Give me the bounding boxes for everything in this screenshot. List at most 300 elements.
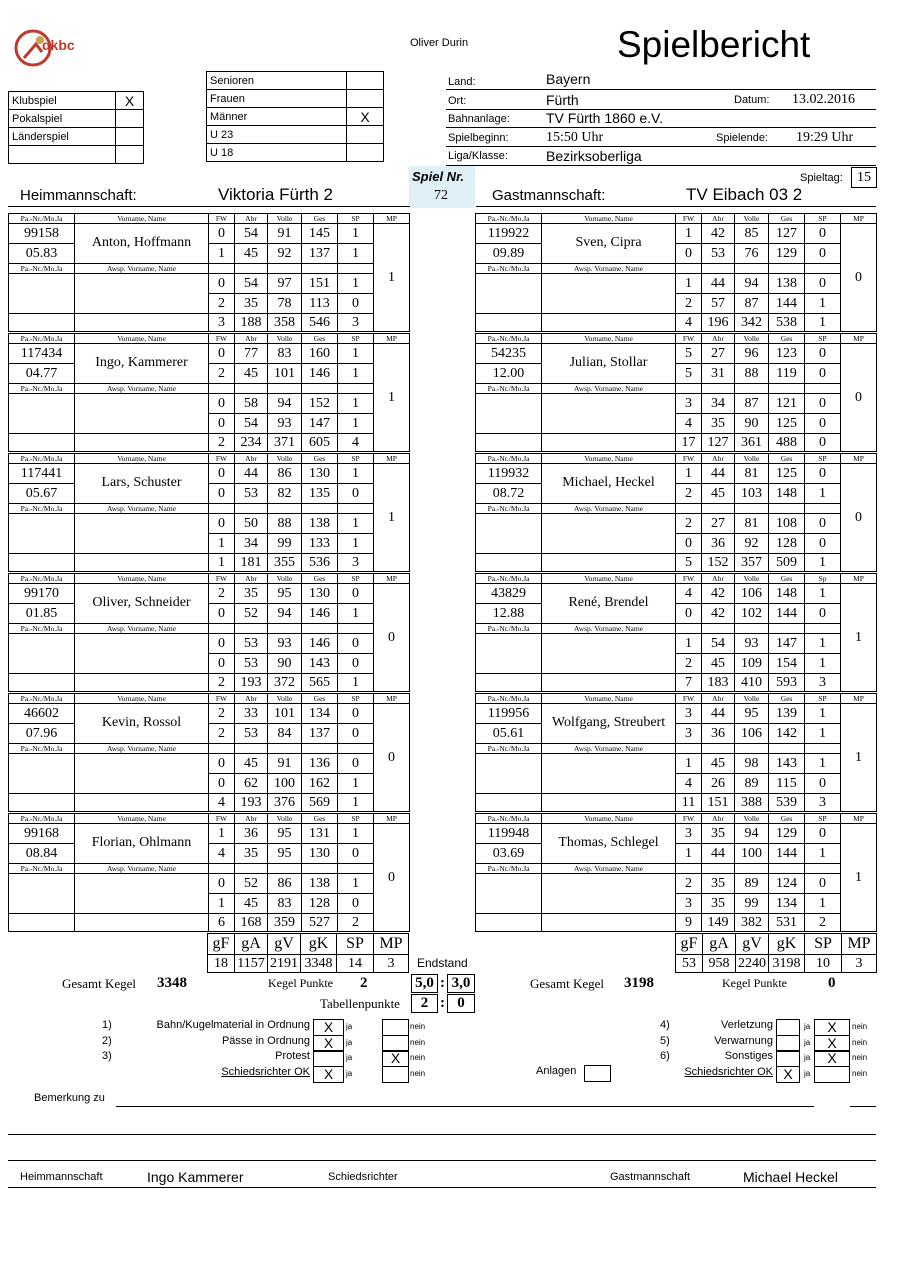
- score-cell[interactable]: 143: [302, 654, 338, 674]
- score-cell[interactable]: 138: [302, 874, 338, 894]
- score-cell[interactable]: 35: [235, 294, 268, 314]
- score-cell[interactable]: 4: [209, 844, 235, 864]
- check-nein-box[interactable]: [382, 1035, 409, 1052]
- score-cell[interactable]: 1: [338, 824, 374, 844]
- match-type-mark[interactable]: X: [116, 92, 144, 110]
- awsp-name[interactable]: [75, 394, 209, 434]
- score-cell[interactable]: 0: [209, 654, 235, 674]
- awsp-id[interactable]: [476, 754, 542, 794]
- score-cell[interactable]: 1: [805, 724, 841, 744]
- player-date[interactable]: 05.61: [476, 724, 542, 744]
- score-cell[interactable]: 93: [268, 634, 302, 654]
- score-cell[interactable]: 42: [702, 584, 735, 604]
- player-id[interactable]: 117434: [9, 344, 75, 364]
- score-cell[interactable]: 44: [702, 704, 735, 724]
- score-cell[interactable]: 2: [209, 704, 235, 724]
- awsp-id[interactable]: [9, 874, 75, 914]
- score-cell[interactable]: 35: [702, 894, 735, 914]
- check-nein-box[interactable]: X: [382, 1050, 409, 1067]
- player-name[interactable]: Thomas, Schlegel: [542, 824, 676, 864]
- awsp-id[interactable]: [9, 514, 75, 554]
- player-mp[interactable]: 1: [841, 824, 877, 932]
- spielende-value[interactable]: 19:29 Uhr: [796, 130, 854, 145]
- score-cell[interactable]: 138: [302, 514, 338, 534]
- awsp-name[interactable]: [542, 514, 676, 554]
- score-cell[interactable]: 0: [805, 274, 841, 294]
- score-cell[interactable]: 136: [302, 754, 338, 774]
- player-name[interactable]: Kevin, Rossol: [75, 704, 209, 744]
- score-cell[interactable]: 36: [702, 534, 735, 554]
- score-cell[interactable]: 83: [268, 894, 302, 914]
- awsp-id[interactable]: [9, 754, 75, 794]
- score-cell[interactable]: 1: [338, 774, 374, 794]
- score-cell[interactable]: 4: [676, 774, 702, 794]
- score-cell[interactable]: 1: [805, 844, 841, 864]
- player-name[interactable]: Oliver, Schneider: [75, 584, 209, 624]
- score-cell[interactable]: 89: [735, 774, 769, 794]
- score-cell[interactable]: 4: [676, 584, 702, 604]
- score-cell[interactable]: 77: [235, 344, 268, 364]
- score-cell[interactable]: 0: [209, 274, 235, 294]
- land-value[interactable]: Bayern: [546, 71, 591, 87]
- check-nein-box[interactable]: X: [814, 1019, 850, 1036]
- score-cell[interactable]: 99: [268, 534, 302, 554]
- score-cell[interactable]: 31: [702, 364, 735, 384]
- score-cell[interactable]: 106: [735, 584, 769, 604]
- score-cell[interactable]: 35: [702, 824, 735, 844]
- score-cell[interactable]: 1: [338, 464, 374, 484]
- check-nein-box[interactable]: X: [814, 1050, 850, 1067]
- player-id[interactable]: 99168: [9, 824, 75, 844]
- score-cell[interactable]: 83: [268, 344, 302, 364]
- score-cell[interactable]: 3: [676, 704, 702, 724]
- category-mark[interactable]: [347, 90, 384, 108]
- score-cell[interactable]: 94: [268, 604, 302, 624]
- player-date[interactable]: 08.72: [476, 484, 542, 504]
- score-cell[interactable]: 0: [209, 774, 235, 794]
- score-cell[interactable]: 78: [268, 294, 302, 314]
- score-cell[interactable]: 86: [268, 464, 302, 484]
- score-cell[interactable]: 86: [268, 874, 302, 894]
- score-cell[interactable]: 54: [235, 224, 268, 244]
- score-cell[interactable]: 115: [769, 774, 805, 794]
- score-cell[interactable]: 147: [769, 634, 805, 654]
- score-cell[interactable]: 0: [805, 364, 841, 384]
- score-cell[interactable]: 1: [676, 464, 702, 484]
- player-mp[interactable]: 0: [374, 584, 410, 692]
- check-ja-box[interactable]: X: [313, 1019, 344, 1036]
- score-cell[interactable]: 0: [676, 244, 702, 264]
- score-cell[interactable]: 0: [209, 874, 235, 894]
- score-cell[interactable]: 130: [302, 464, 338, 484]
- awsp-name[interactable]: [75, 274, 209, 314]
- score-cell[interactable]: 0: [209, 344, 235, 364]
- score-cell[interactable]: 2: [676, 484, 702, 504]
- awsp-name[interactable]: [75, 874, 209, 914]
- awsp-id[interactable]: [9, 394, 75, 434]
- score-cell[interactable]: 2: [209, 584, 235, 604]
- score-cell[interactable]: 88: [735, 364, 769, 384]
- player-date[interactable]: 08.84: [9, 844, 75, 864]
- score-cell[interactable]: 94: [735, 274, 769, 294]
- score-cell[interactable]: 3: [676, 894, 702, 914]
- match-type-mark[interactable]: [116, 128, 144, 146]
- score-cell[interactable]: 146: [302, 634, 338, 654]
- score-cell[interactable]: 3: [676, 724, 702, 744]
- player-date[interactable]: 09.89: [476, 244, 542, 264]
- score-cell[interactable]: 1: [805, 754, 841, 774]
- score-cell[interactable]: 1: [338, 514, 374, 534]
- endstand-home[interactable]: 5,0: [411, 974, 438, 993]
- score-cell[interactable]: 0: [209, 634, 235, 654]
- score-cell[interactable]: 131: [302, 824, 338, 844]
- score-cell[interactable]: 162: [302, 774, 338, 794]
- score-cell[interactable]: 0: [338, 654, 374, 674]
- score-cell[interactable]: 95: [268, 584, 302, 604]
- player-id[interactable]: 43829: [476, 584, 542, 604]
- spieltag-value[interactable]: 15: [851, 167, 877, 188]
- score-cell[interactable]: 27: [702, 344, 735, 364]
- score-cell[interactable]: 1: [209, 244, 235, 264]
- score-cell[interactable]: 137: [302, 244, 338, 264]
- player-mp[interactable]: 0: [374, 824, 410, 932]
- score-cell[interactable]: 113: [302, 294, 338, 314]
- score-cell[interactable]: 125: [769, 414, 805, 434]
- score-cell[interactable]: 0: [209, 414, 235, 434]
- score-cell[interactable]: 1: [676, 844, 702, 864]
- score-cell[interactable]: 0: [805, 604, 841, 624]
- score-cell[interactable]: 95: [268, 844, 302, 864]
- score-cell[interactable]: 3: [676, 394, 702, 414]
- score-cell[interactable]: 5: [676, 364, 702, 384]
- score-cell[interactable]: 44: [702, 274, 735, 294]
- score-cell[interactable]: 0: [805, 774, 841, 794]
- score-cell[interactable]: 123: [769, 344, 805, 364]
- score-cell[interactable]: 27: [702, 514, 735, 534]
- match-type-mark[interactable]: [116, 110, 144, 128]
- score-cell[interactable]: 0: [209, 484, 235, 504]
- score-cell[interactable]: 45: [702, 754, 735, 774]
- score-cell[interactable]: 1: [676, 224, 702, 244]
- score-cell[interactable]: 147: [302, 414, 338, 434]
- score-cell[interactable]: 45: [235, 244, 268, 264]
- score-cell[interactable]: 35: [235, 844, 268, 864]
- player-id[interactable]: 54235: [476, 344, 542, 364]
- score-cell[interactable]: 0: [209, 464, 235, 484]
- score-cell[interactable]: 89: [735, 874, 769, 894]
- score-cell[interactable]: 129: [769, 244, 805, 264]
- score-cell[interactable]: 1: [338, 344, 374, 364]
- score-cell[interactable]: 1: [805, 484, 841, 504]
- score-cell[interactable]: 45: [702, 654, 735, 674]
- category-mark[interactable]: [347, 72, 384, 90]
- score-cell[interactable]: 94: [735, 824, 769, 844]
- player-date[interactable]: 03.69: [476, 844, 542, 864]
- score-cell[interactable]: 88: [268, 514, 302, 534]
- score-cell[interactable]: 35: [702, 874, 735, 894]
- score-cell[interactable]: 0: [338, 634, 374, 654]
- player-id[interactable]: 119922: [476, 224, 542, 244]
- score-cell[interactable]: 45: [702, 484, 735, 504]
- score-cell[interactable]: 1: [676, 634, 702, 654]
- score-cell[interactable]: 1: [805, 894, 841, 914]
- score-cell[interactable]: 0: [209, 754, 235, 774]
- player-name[interactable]: Florian, Ohlmann: [75, 824, 209, 864]
- score-cell[interactable]: 101: [268, 704, 302, 724]
- player-mp[interactable]: 0: [841, 344, 877, 452]
- score-cell[interactable]: 87: [735, 294, 769, 314]
- awsp-name[interactable]: [75, 634, 209, 674]
- score-cell[interactable]: 81: [735, 464, 769, 484]
- score-cell[interactable]: 1: [805, 294, 841, 314]
- awsp-name[interactable]: [542, 634, 676, 674]
- player-name[interactable]: René, Brendel: [542, 584, 676, 624]
- score-cell[interactable]: 0: [805, 514, 841, 534]
- score-cell[interactable]: 34: [702, 394, 735, 414]
- score-cell[interactable]: 1: [209, 824, 235, 844]
- score-cell[interactable]: 87: [735, 394, 769, 414]
- score-cell[interactable]: 54: [702, 634, 735, 654]
- player-id[interactable]: 99170: [9, 584, 75, 604]
- awsp-name[interactable]: [542, 274, 676, 314]
- score-cell[interactable]: 76: [735, 244, 769, 264]
- score-cell[interactable]: 1: [338, 394, 374, 414]
- score-cell[interactable]: 0: [338, 704, 374, 724]
- awsp-id[interactable]: [476, 394, 542, 434]
- player-id[interactable]: 46602: [9, 704, 75, 724]
- player-mp[interactable]: 1: [374, 224, 410, 332]
- score-cell[interactable]: 91: [268, 754, 302, 774]
- player-date[interactable]: 05.67: [9, 484, 75, 504]
- score-cell[interactable]: 95: [268, 824, 302, 844]
- score-cell[interactable]: 35: [235, 584, 268, 604]
- score-cell[interactable]: 146: [302, 364, 338, 384]
- player-name[interactable]: Sven, Cipra: [542, 224, 676, 264]
- score-cell[interactable]: 138: [769, 274, 805, 294]
- category-mark[interactable]: [347, 144, 384, 162]
- match-type-mark[interactable]: [116, 146, 144, 164]
- score-cell[interactable]: 142: [769, 724, 805, 744]
- score-cell[interactable]: 42: [702, 604, 735, 624]
- score-cell[interactable]: 44: [702, 844, 735, 864]
- score-cell[interactable]: 1: [805, 704, 841, 724]
- score-cell[interactable]: 106: [735, 724, 769, 744]
- player-date[interactable]: 05.83: [9, 244, 75, 264]
- score-cell[interactable]: 3: [676, 824, 702, 844]
- score-cell[interactable]: 26: [702, 774, 735, 794]
- score-cell[interactable]: 93: [268, 414, 302, 434]
- awsp-name[interactable]: [542, 754, 676, 794]
- score-cell[interactable]: 45: [235, 364, 268, 384]
- player-id[interactable]: 119956: [476, 704, 542, 724]
- awsp-id[interactable]: [476, 514, 542, 554]
- score-cell[interactable]: 0: [338, 894, 374, 914]
- score-cell[interactable]: 0: [805, 224, 841, 244]
- awsp-id[interactable]: [9, 634, 75, 674]
- score-cell[interactable]: 93: [735, 634, 769, 654]
- awsp-id[interactable]: [9, 274, 75, 314]
- score-cell[interactable]: 50: [235, 514, 268, 534]
- player-mp[interactable]: 0: [841, 464, 877, 572]
- score-cell[interactable]: 94: [268, 394, 302, 414]
- score-cell[interactable]: 35: [702, 414, 735, 434]
- score-cell[interactable]: 0: [805, 344, 841, 364]
- score-cell[interactable]: 1: [209, 894, 235, 914]
- score-cell[interactable]: 0: [209, 394, 235, 414]
- score-cell[interactable]: 57: [702, 294, 735, 314]
- score-cell[interactable]: 34: [235, 534, 268, 554]
- score-cell[interactable]: 1: [338, 224, 374, 244]
- awsp-name[interactable]: [75, 514, 209, 554]
- player-name[interactable]: Ingo, Kammerer: [75, 344, 209, 384]
- score-cell[interactable]: 130: [302, 844, 338, 864]
- score-cell[interactable]: 127: [769, 224, 805, 244]
- score-cell[interactable]: 1: [676, 274, 702, 294]
- bemerkung-line[interactable]: [116, 1106, 814, 1107]
- score-cell[interactable]: 148: [769, 584, 805, 604]
- score-cell[interactable]: 125: [769, 464, 805, 484]
- score-cell[interactable]: 53: [235, 724, 268, 744]
- score-cell[interactable]: 100: [735, 844, 769, 864]
- score-cell[interactable]: 90: [268, 654, 302, 674]
- score-cell[interactable]: 54: [235, 414, 268, 434]
- player-mp[interactable]: 1: [841, 704, 877, 812]
- check-nein-box[interactable]: [382, 1019, 409, 1036]
- check-ja-box[interactable]: [776, 1019, 800, 1036]
- score-cell[interactable]: 0: [338, 584, 374, 604]
- score-cell[interactable]: 53: [235, 484, 268, 504]
- check-ja-box[interactable]: [776, 1050, 800, 1067]
- check-ja-box[interactable]: [313, 1050, 344, 1067]
- score-cell[interactable]: 0: [805, 414, 841, 434]
- score-cell[interactable]: 0: [676, 534, 702, 554]
- score-cell[interactable]: 2: [676, 514, 702, 534]
- awsp-name[interactable]: [75, 754, 209, 794]
- score-cell[interactable]: 1: [805, 584, 841, 604]
- score-cell[interactable]: 154: [769, 654, 805, 674]
- score-cell[interactable]: 0: [338, 484, 374, 504]
- player-id[interactable]: 99158: [9, 224, 75, 244]
- score-cell[interactable]: 1: [338, 414, 374, 434]
- score-cell[interactable]: 0: [338, 294, 374, 314]
- endstand-guest[interactable]: 3,0: [447, 974, 475, 993]
- score-cell[interactable]: 101: [268, 364, 302, 384]
- score-cell[interactable]: 36: [235, 824, 268, 844]
- score-cell[interactable]: 145: [302, 224, 338, 244]
- player-date[interactable]: 12.00: [476, 364, 542, 384]
- score-cell[interactable]: 90: [735, 414, 769, 434]
- score-cell[interactable]: 1: [338, 604, 374, 624]
- score-cell[interactable]: 1: [338, 274, 374, 294]
- score-cell[interactable]: 130: [302, 584, 338, 604]
- player-name[interactable]: Michael, Heckel: [542, 464, 676, 504]
- score-cell[interactable]: 5: [676, 344, 702, 364]
- score-cell[interactable]: 52: [235, 874, 268, 894]
- awsp-id[interactable]: [476, 274, 542, 314]
- check-nein-box[interactable]: X: [814, 1035, 850, 1052]
- score-cell[interactable]: 160: [302, 344, 338, 364]
- score-cell[interactable]: 98: [735, 754, 769, 774]
- awsp-id[interactable]: [476, 634, 542, 674]
- player-id[interactable]: 117441: [9, 464, 75, 484]
- score-cell[interactable]: 53: [235, 634, 268, 654]
- score-cell[interactable]: 134: [769, 894, 805, 914]
- score-cell[interactable]: 143: [769, 754, 805, 774]
- liga-value[interactable]: Bezirksoberliga: [546, 148, 642, 164]
- player-mp[interactable]: 0: [841, 224, 877, 332]
- check-ja-box[interactable]: [776, 1035, 800, 1052]
- score-cell[interactable]: 97: [268, 274, 302, 294]
- player-date[interactable]: 04.77: [9, 364, 75, 384]
- score-cell[interactable]: 45: [235, 894, 268, 914]
- tabellen-guest[interactable]: 0: [447, 994, 475, 1013]
- score-cell[interactable]: 2: [209, 724, 235, 744]
- player-mp[interactable]: 1: [374, 464, 410, 572]
- score-cell[interactable]: 0: [338, 724, 374, 744]
- score-cell[interactable]: 133: [302, 534, 338, 554]
- ort-value[interactable]: Fürth: [546, 92, 579, 108]
- score-cell[interactable]: 109: [735, 654, 769, 674]
- score-cell[interactable]: 0: [805, 244, 841, 264]
- player-date[interactable]: 12.88: [476, 604, 542, 624]
- score-cell[interactable]: 100: [268, 774, 302, 794]
- check-nein-box[interactable]: [814, 1066, 850, 1083]
- score-cell[interactable]: 0: [805, 464, 841, 484]
- score-cell[interactable]: 52: [235, 604, 268, 624]
- score-cell[interactable]: 2: [209, 294, 235, 314]
- score-cell[interactable]: 108: [769, 514, 805, 534]
- score-cell[interactable]: 146: [302, 604, 338, 624]
- score-cell[interactable]: 0: [338, 844, 374, 864]
- score-cell[interactable]: 53: [235, 654, 268, 674]
- score-cell[interactable]: 2: [676, 654, 702, 674]
- score-cell[interactable]: 82: [268, 484, 302, 504]
- score-cell[interactable]: 134: [302, 704, 338, 724]
- score-cell[interactable]: 92: [268, 244, 302, 264]
- player-name[interactable]: Wolfgang, Streubert: [542, 704, 676, 744]
- score-cell[interactable]: 92: [735, 534, 769, 554]
- player-mp[interactable]: 0: [374, 704, 410, 812]
- spielbeginn-value[interactable]: 15:50 Uhr: [546, 130, 604, 145]
- tabellen-home[interactable]: 2: [411, 994, 438, 1013]
- score-cell[interactable]: 2: [676, 294, 702, 314]
- score-cell[interactable]: 103: [735, 484, 769, 504]
- score-cell[interactable]: 44: [702, 464, 735, 484]
- datum-value[interactable]: 13.02.2016: [792, 92, 855, 107]
- score-cell[interactable]: 0: [805, 874, 841, 894]
- score-cell[interactable]: 119: [769, 364, 805, 384]
- anlagen-box[interactable]: [584, 1065, 611, 1082]
- check-ja-box[interactable]: X: [313, 1035, 344, 1052]
- check-ja-box[interactable]: X: [313, 1066, 344, 1083]
- score-cell[interactable]: 148: [769, 484, 805, 504]
- score-cell[interactable]: 99: [735, 894, 769, 914]
- score-cell[interactable]: 137: [302, 724, 338, 744]
- category-mark[interactable]: X: [347, 108, 384, 126]
- check-ja-box[interactable]: X: [776, 1066, 800, 1083]
- score-cell[interactable]: 1: [338, 244, 374, 264]
- player-name[interactable]: Anton, Hoffmann: [75, 224, 209, 264]
- score-cell[interactable]: 2: [676, 874, 702, 894]
- score-cell[interactable]: 4: [676, 414, 702, 434]
- player-date[interactable]: 01.85: [9, 604, 75, 624]
- score-cell[interactable]: 53: [702, 244, 735, 264]
- score-cell[interactable]: 1: [338, 364, 374, 384]
- player-mp[interactable]: 1: [841, 584, 877, 692]
- score-cell[interactable]: 0: [209, 514, 235, 534]
- player-date[interactable]: 07.96: [9, 724, 75, 744]
- check-nein-box[interactable]: [382, 1066, 409, 1083]
